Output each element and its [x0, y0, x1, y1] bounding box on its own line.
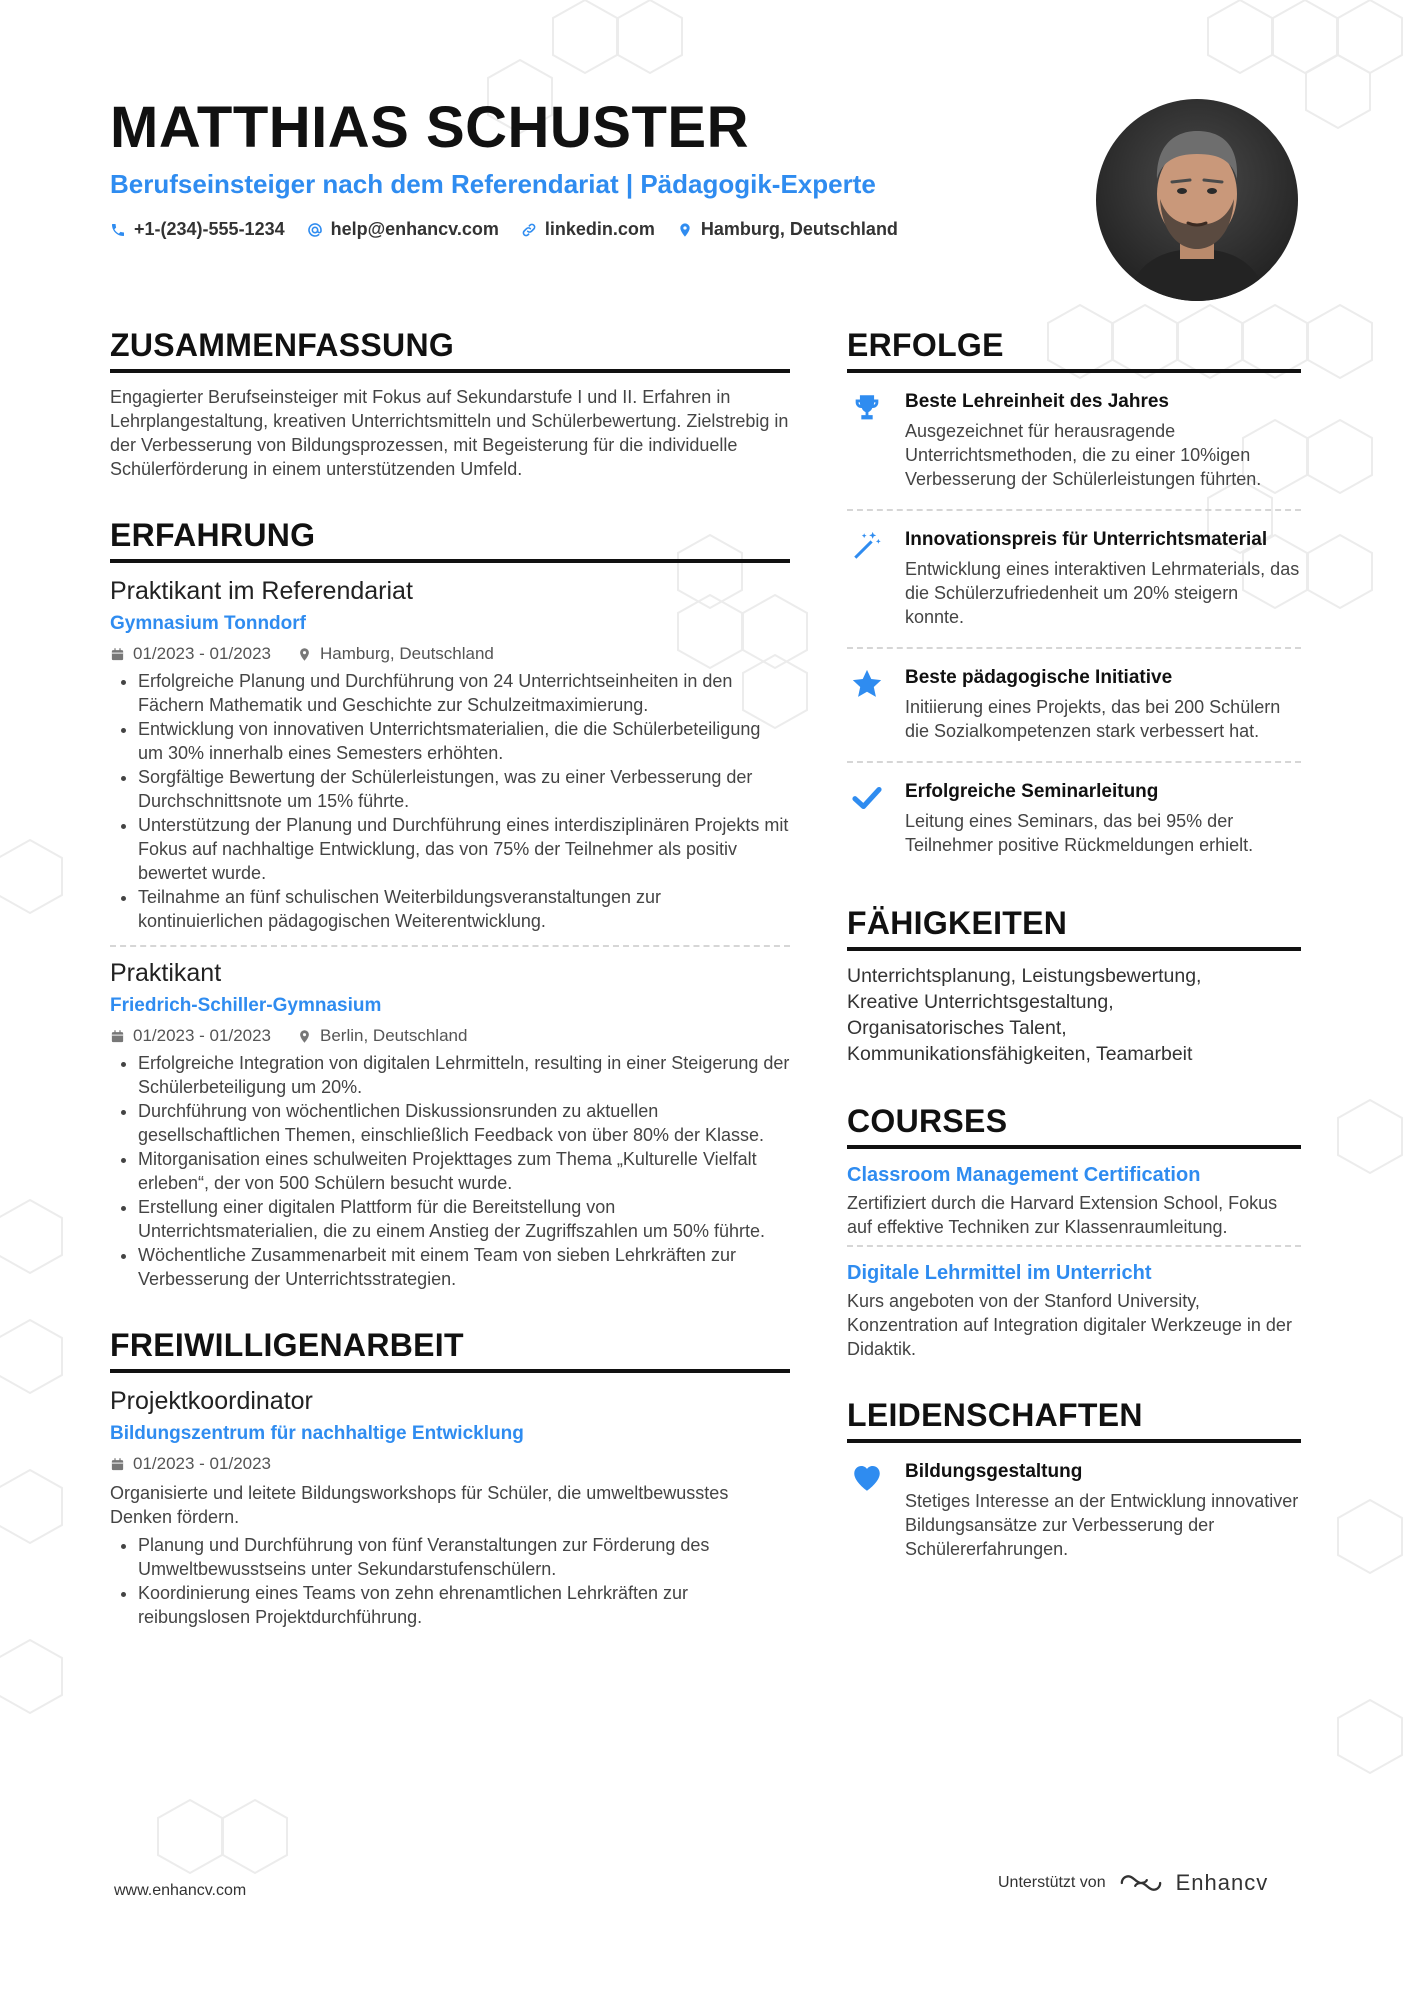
candidate-name: MATTHIAS SCHUSTER: [110, 95, 749, 160]
summary-text: Engagierter Berufseinsteiger mit Fokus auf Sekundarstufe I und II. Erfahren in Lehrplangestaltung, kreativen Unterrichtsmitteln und Schülerbewertung. Zielstrebig in der Verbesserung von Bildungsprozessen, mit Begeisterung für die individuelle Schülerförderung in einem unterstützenden Umfeld.: [110, 387, 789, 479]
divider: [847, 509, 1301, 511]
passion-title: Bildungsgestaltung: [905, 1461, 1083, 1482]
achievements-section: [847, 325, 1301, 869]
job-location: Hamburg, Deutschland: [320, 644, 494, 663]
skills-line: Organisatorisches Talent,: [847, 1017, 1067, 1039]
footer-website[interactable]: www.enhancv.com: [114, 1882, 247, 1899]
volunteer-org: Bildungszentrum für nachhaltige Entwicklung: [110, 1423, 524, 1444]
achievement-title: Erfolgreiche Seminarleitung: [905, 781, 1159, 802]
list-item: • Unterstützung der Planung und Durchführung eines interdisziplinären Projekts mit Fokus auf nachhaltige Entwicklung, das von 75% der Teilnehmer als positiv bewertet wurde.: [138, 813, 790, 885]
job-bullets: [110, 669, 790, 933]
list-item: • Erfolgreiche Planung und Durchführung von 24 Unterrichtseinheiten in den Fächern Mathematik und Geschichte zur Schulzeitmaximierung.: [138, 669, 790, 717]
volunteer-dates: 01/2023 - 01/2023: [133, 1454, 272, 1473]
job-bullets: [110, 1051, 790, 1291]
achievement-desc: Ausgezeichnet für herausragende Unterrichtsmethoden, die zu einer 10%igen Verbesserung der Schülerleistungen führten.: [905, 421, 1262, 489]
calendar-icon: [110, 1029, 125, 1044]
resume-header: [110, 95, 1030, 240]
achievement-desc: Initiierung eines Projekts, das bei 200 Schülern die Sozialkompetenzen stark verbessert hat.: [905, 697, 1281, 741]
skills-heading: FÄHIGKEITEN: [847, 903, 1301, 951]
job-dates: 01/2023 - 01/2023: [133, 644, 272, 663]
list-item: • Teilnahme an fünf schulischen Weiterbildungsveranstaltungen zur kontinuierlichen pädagogischen Weiterentwicklung.: [138, 885, 790, 933]
email-text: help@enhancv.com: [330, 219, 499, 239]
portrait-image: [1096, 99, 1298, 301]
skills-line: Unterrichtsplanung, Leistungsbewertung,: [847, 965, 1202, 987]
list-item: • Sorgfältige Bewertung der Schülerleistungen, was zu einer Verbesserung der Durchschnittsnote um 15% führte.: [138, 765, 790, 813]
course-desc: Kurs angeboten von der Stanford University, Konzentration auf Integration digitaler Werkzeuge in der Didaktik.: [847, 1291, 1292, 1359]
course-desc: Zertifiziert durch die Harvard Extension School, Fokus auf effektive Techniken zur Klassenraumleitung.: [847, 1193, 1278, 1237]
map-pin-icon: [297, 647, 312, 662]
achievement-desc: Leitung eines Seminars, das bei 95% der Teilnehmer positive Rückmeldungen erhielt.: [905, 811, 1254, 855]
course-item: [847, 1161, 1301, 1239]
job-meta: [110, 643, 790, 665]
list-item: • Entwicklung von innovativen Unterrichtsmaterialien, die die Schülerbeteiligung um 30% innerhalb eines Semesters erhöhten.: [138, 717, 790, 765]
phone-icon: [110, 222, 126, 238]
skills-list: [847, 963, 1301, 1067]
job-role: Praktikant: [110, 959, 222, 987]
list-item: • Erfolgreiche Integration von digitalen Lehrmitteln, resulting in einer Steigerung der Schülerbeteiligung um 20%.: [138, 1051, 790, 1099]
list-item: • Erstellung einer digitalen Plattform für die Bereitstellung von Unterrichtsmaterialien, die zu einem Anstieg der Zugriffszahlen um 50% führte.: [138, 1195, 790, 1243]
achievement-item: [847, 661, 1301, 755]
courses-section: [847, 1101, 1301, 1361]
contact-phone[interactable]: [110, 219, 285, 240]
experience-heading: ERFAHRUNG: [110, 515, 790, 563]
trophy-icon: [850, 391, 884, 425]
divider: [110, 945, 790, 947]
passions-heading: LEIDENSCHAFTEN: [847, 1395, 1301, 1443]
job-location: Berlin, Deutschland: [320, 1026, 468, 1045]
map-pin-icon: [677, 222, 693, 238]
location-text: Hamburg, Deutschland: [700, 219, 898, 239]
courses-heading: COURSES: [847, 1101, 1301, 1149]
volunteer-intro: Organisierte und leitete Bildungsworkshops für Schüler, die umweltbewusstes Denken fördern.: [110, 1483, 729, 1527]
list-item: • Mitorganisation eines schulweiten Projekttages zum Thema „Kulturelle Vielfalt erleben“, der von 500 Schülern besucht wurde.: [138, 1147, 790, 1195]
brand-name: Enhancv: [1175, 1870, 1269, 1895]
left-column: [110, 325, 790, 1663]
list-item: • Planung und Durchführung von fünf Veranstaltungen zur Förderung des Umweltbewusstseins unter Sekundarstufenschülern.: [138, 1533, 790, 1581]
divider: [847, 761, 1301, 763]
achievement-item: [847, 775, 1301, 869]
volunteer-role: Projektkoordinator: [110, 1387, 313, 1415]
passions-section: [847, 1395, 1301, 1573]
course-title: Digitale Lehrmittel im Unterricht: [847, 1262, 1152, 1284]
achievement-desc: Entwicklung eines interaktiven Lehrmaterials, das die Schülerzufriedenheit um 20% steigern konnte.: [905, 559, 1300, 627]
enhancv-logo-icon: [1118, 1871, 1164, 1895]
achievement-title: Innovationspreis für Unterrichtsmaterial: [905, 529, 1268, 550]
job-entry: [110, 575, 790, 933]
contact-email[interactable]: [307, 219, 499, 240]
phone-text: +1-(234)-555-1234: [134, 219, 285, 239]
check-icon: [850, 781, 884, 815]
achievements-heading: ERFOLGE: [847, 325, 1301, 373]
passion-item: [847, 1455, 1301, 1573]
list-item: • Wöchentliche Zusammenarbeit mit einem Team von sieben Lehrkräften zur Verbesserung der Unterrichtsstrategien.: [138, 1243, 790, 1291]
summary-section: [110, 325, 790, 481]
skills-line: Kommunikationsfähigkeiten, Teamarbeit: [847, 1043, 1193, 1065]
job-role: Praktikant im Referendariat: [110, 577, 413, 605]
job-company: Gymnasium Tonndorf: [110, 613, 306, 634]
calendar-icon: [110, 647, 125, 662]
magic-wand-icon: [850, 529, 884, 563]
course-item: [847, 1259, 1301, 1361]
skills-line: Kreative Unterrichtsgestaltung,: [847, 991, 1114, 1013]
experience-section: [110, 515, 790, 1291]
job-meta: [110, 1025, 790, 1047]
job-dates: 01/2023 - 01/2023: [133, 1026, 272, 1045]
contact-linkedin[interactable]: [521, 219, 655, 240]
achievement-title: Beste Lehreinheit des Jahres: [905, 391, 1169, 412]
achievement-item: [847, 385, 1301, 503]
achievement-item: [847, 523, 1301, 641]
list-item: • Koordinierung eines Teams von zehn ehrenamtlichen Lehrkräften zur reibungslosen Projektdurchführung.: [138, 1581, 790, 1629]
map-pin-icon: [297, 1029, 312, 1044]
volunteer-section: [110, 1325, 790, 1629]
linkedin-text: linkedin.com: [544, 219, 655, 239]
contact-row: [110, 219, 1030, 240]
divider: [847, 1245, 1301, 1247]
star-icon: [850, 667, 884, 701]
calendar-icon: [110, 1457, 125, 1472]
skills-section: [847, 903, 1301, 1067]
volunteer-meta: [110, 1453, 790, 1475]
right-column: [847, 325, 1301, 1607]
course-title: Classroom Management Certification: [847, 1164, 1201, 1186]
volunteer-heading: FREIWILLIGENARBEIT: [110, 1325, 790, 1373]
volunteer-bullets: [110, 1533, 790, 1629]
footer-branding: [998, 1870, 1268, 1896]
at-sign-icon: [307, 222, 323, 238]
candidate-tagline: Berufseinsteiger nach dem Referendariat | Pädagogik-Experte: [110, 169, 876, 199]
job-entry: [110, 957, 790, 1291]
job-company: Friedrich-Schiller-Gymnasium: [110, 995, 382, 1016]
profile-photo: [1096, 99, 1298, 301]
summary-heading: ZUSAMMENFASSUNG: [110, 325, 790, 373]
list-item: • Durchführung von wöchentlichen Diskussionsrunden zu aktuellen gesellschaftlichen Themen, einschließlich Feedback von über 80% der Klasse.: [138, 1099, 790, 1147]
heart-icon: [850, 1461, 884, 1495]
passion-desc: Stetiges Interesse an der Entwicklung innovativer Bildungsansätze zur Verbesserung der Schülererfahrungen.: [905, 1491, 1299, 1559]
link-icon: [521, 222, 537, 238]
divider: [847, 647, 1301, 649]
contact-location: [677, 219, 898, 240]
powered-by-text: Unterstützt von: [998, 1874, 1106, 1891]
achievement-title: Beste pädagogische Initiative: [905, 667, 1173, 688]
